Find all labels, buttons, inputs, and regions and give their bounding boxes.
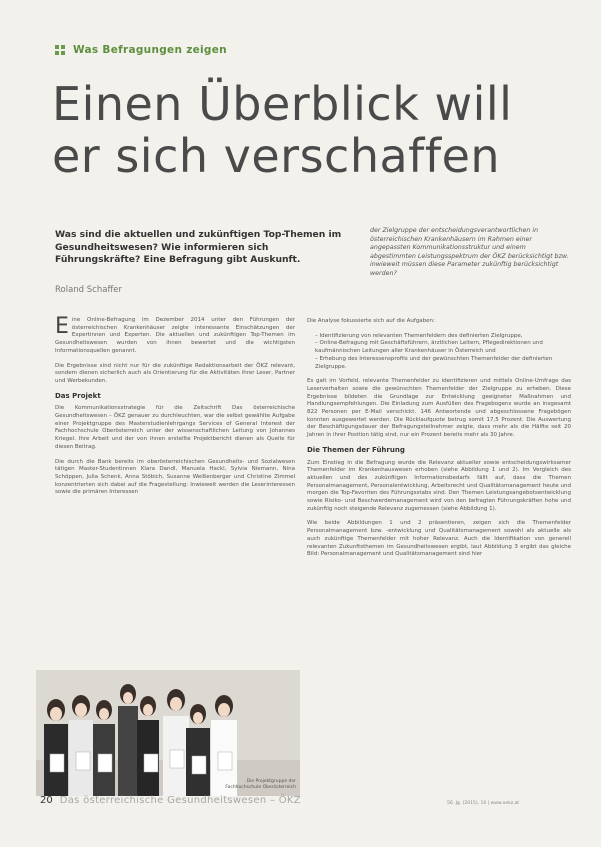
paragraph: Es galt im Vorfeld, relevante Themenfelder zu identifizieren und mittels Online-Umfrage das Leserverhalten sowie die gewünschten Themenfelder der Zielgruppe zu erheben. Diese Ergebnisse bildeten die Grundlage zur Entwicklung geeigneter Maßnahmen und Handlungsempfehlungen. Die Einladung zum Ausfüllen des Fragebogens wurde an insgesamt 822 Personen per E-Mail verschickt. 146 Antwortende und abgeschlossene Fragebögen konnten ausgewertet werden. Die Rücklaufquote betrug somit 17,5 Prozent. Die Auswertung der Beschäftigungsdauer der Befragungsteilnehmer zeigte, dass mehr als die Hälfte seit 20 Jahren in ihrer Position tätig sind, nur ein Prozent bereits mehr als 30 Jahre. xyxy=(307,378,571,439)
page-number: 20 xyxy=(40,795,53,806)
paragraph: Die Ergebnisse sind nicht nur für die zukünftige Redaktionsarbeit der ÖKZ relevant, sondern dienen sicherlich auch als Orientierung für die Aktivitäten ihrer Leser, Partner und Werbekunden. xyxy=(55,362,295,384)
kicker-text: Was Befragungen zeigen xyxy=(73,44,227,56)
lead-paragraph: Was sind die aktuellen und zukünftigen Top-Themen im Gesundheitswesen? Wie informieren sich Führungskräfte? Eine Befragung gibt Auskunft. xyxy=(55,229,342,265)
drop-cap: E xyxy=(55,314,69,339)
intro-paragraph xyxy=(55,314,295,356)
paragraph: Die durch die Bank bereits im oberösterreichischen Gesundheits- und Sozialwesen tätigen Master-Studentinnen Klara Dandl, Manuela Hackl, Sylvia Niemann, Nina Schöppen, Julia Schenk, Anna Stöbich, Susanne Weißenberger und Christine Zimmel konzentrierten sich dabei auf die Fragestellung: Inwieweit werden die Leserinteressen sowie die primären Interessen xyxy=(55,458,295,496)
footer-issue-info: 56. Jg. (2015), 10 | www.oekz.at xyxy=(447,801,520,806)
pull-quote: der Zielgruppe der entscheidungsverantwortlichen in österreichischen Krankenhäusern im Rahmen einer angepassten Kommunikationsstruktur und einem abgestimmten Leistungsspektrum der ÖKZ berücksichtigt bzw. inwieweit müssen diese Parameter zukünftig berücksichtigt werden? xyxy=(370,227,569,277)
right-column xyxy=(307,318,571,566)
group-photo xyxy=(36,670,300,796)
section-kicker xyxy=(55,44,227,56)
page-footer xyxy=(40,795,301,806)
section-heading: Die Themen der Führung xyxy=(307,445,405,454)
paragraph: Die Kommunikationsstrategie für die Zeitschrift Das österreichische Gesundheitswesen – ÖKZ genauer zu durchleuchten, war die selbst gewählte Aufgabe einer Projektgruppe des Masterstudienlehrgangs Services of General Interest der Fachhochschule Oberösterreich unter der wissenschaftlichen Leitung von Johannes Kriegel. Ihre Arbeit und der von ihnen erstellte Projektbericht dienen als Quelle für diesen Beitrag. xyxy=(55,405,295,450)
group-photo-illustration xyxy=(36,670,300,796)
title-line-1: Einen Überblick will xyxy=(52,77,513,131)
list-item: – Identifizierung von relevanten Themenfeldern des definierten Zielgruppe, xyxy=(315,333,571,341)
section-heading: Das Projekt xyxy=(55,391,101,400)
kicker-dots-icon xyxy=(55,45,65,55)
task-list xyxy=(307,333,571,372)
photo-caption: Die Projektgruppe der Fachhochschule Oberösterreich xyxy=(225,779,296,790)
title-line-2: er sich verschaffen xyxy=(52,129,501,183)
publication-title: Das österreichische Gesundheitswesen – ÖKZ xyxy=(59,795,301,806)
list-item: – Online-Befragung mit Geschäftsführern, ärztlichen Leitern, Pflegedirektionen und kaufmännischen Leitungen aller Krankenhäuser in Österreich und xyxy=(315,340,571,355)
page-title xyxy=(52,78,572,182)
list-item: – Erhebung des Interessensprofils und der gewünschten Themenfelder der definierten Zielgruppe. xyxy=(315,356,571,371)
author-name: Roland Schaffer xyxy=(55,285,123,295)
left-column xyxy=(55,314,295,504)
paragraph: Wie beide Abbildungen 1 und 2 präsentieren, zeigen sich die Themenfelder Personalmanagement bzw. -entwicklung und Qualitätsmanagement sowohl als aktuelle als auch zukünftige Themenfelder mit hoher Relevanz. Auch die Identifikation von generell relevanten Zukunftsthemen im Gesundheitswesen ergibt, laut Abbildung 3 ergibt das gleiche Bild: Personalmanagement und Qualitätsmanagement sind hier xyxy=(307,520,571,558)
paragraph: Die Analyse fokussierte sich auf die Aufgaben: xyxy=(307,318,435,324)
paragraph: Zum Einstieg in die Befragung wurde die Relevanz aktueller sowie entscheidungswirksamer Themenfelder im Krankenhauswesen erhoben (siehe Abbildung 1 und 2). Im Vergleich des aktuellen und des zukünftigen Informationsbedarfs fällt auf, dass die Themen Personalmanagement, Personalentwicklung, Arbeitsrecht und Qualitätsmanagement heute und morgen die Top-Favoriten des Führungsstabs sind. Den Themen Leistungsangebotsentwicklung sowie Risiko- und Beschwerdemanagement wird von den befragten Führungskräften hohe und zukünftig noch steigende Relevanz zugemessen (siehe Abbildung 1). xyxy=(307,459,571,512)
intro-text: ine Online-Befragung im Dezember 2014 unter den Führungen der österreichischen Krankenhäuser zeigte interessante Einschätzungen der Expertinnen und Experten. Die aktuellen und zukünftigen Top-Themen im Gesundheitswesen wurden von ihnen bewertet und die wichtigsten Informationsquellen genannt. xyxy=(55,317,295,354)
